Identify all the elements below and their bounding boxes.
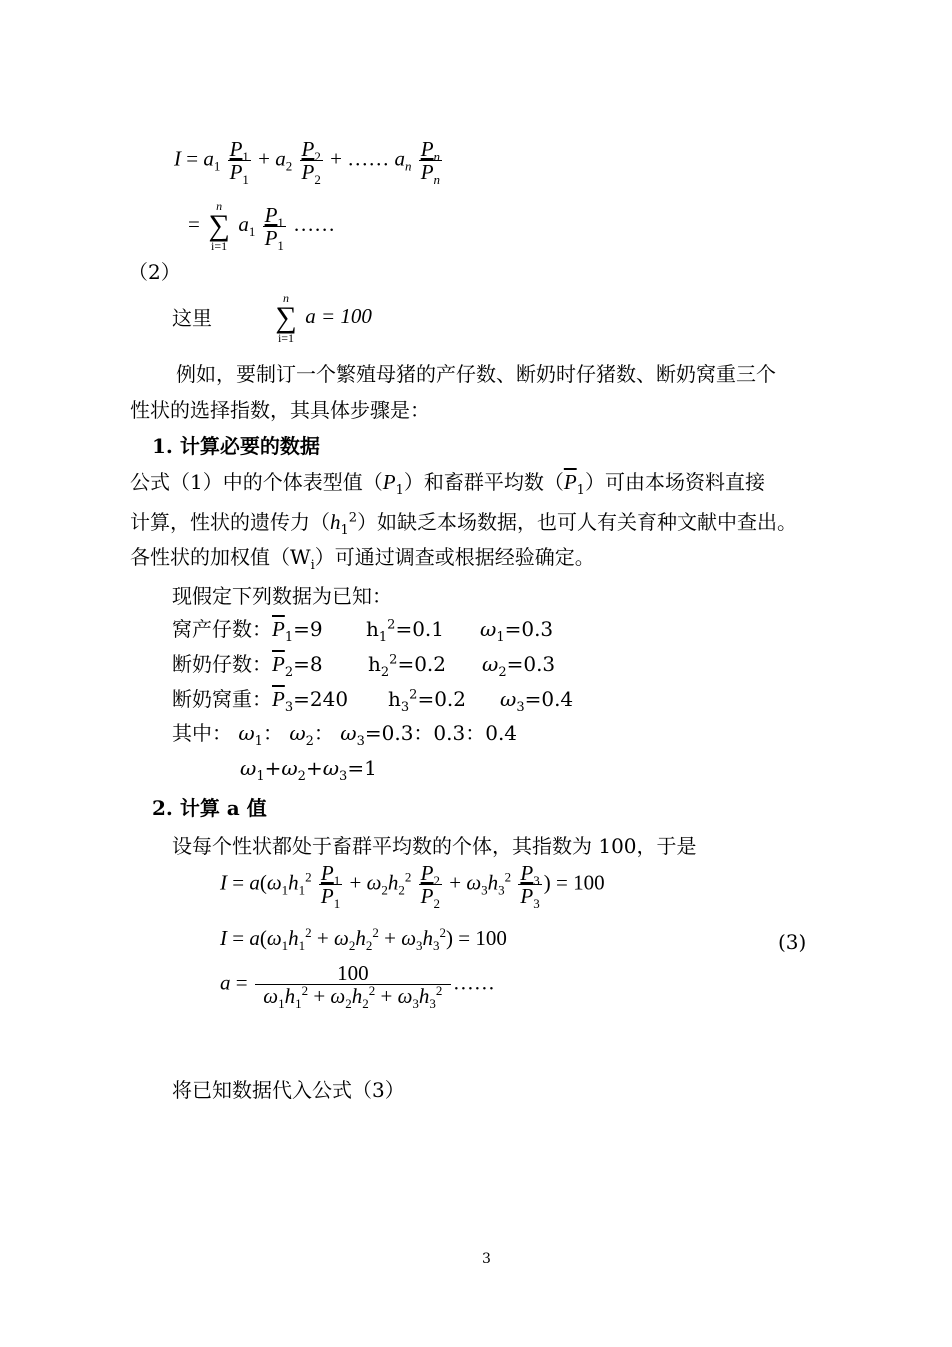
equation-index-line2: = n ∑ i=1 $a_1$ $\frac{P_1}{\overline{P}_1}$ …… [188, 199, 336, 253]
here-label: 这里 [172, 306, 212, 330]
data-row-1: 窝产仔数：$\overline{P}_1=9$ [172, 617, 323, 645]
page-number: 3 [482, 1251, 491, 1267]
data-row-2-h: $h_2^2=0.2$ [368, 652, 447, 680]
data-row-1-h: $h_1^2=0.1$ [366, 617, 445, 645]
equation-3-line1: $I = a(\omega_1h_1^2$ $\frac{P_1}{\overline{P}_1}$ + $\omega_2h_2^2$ $\frac{P_2}{\overline{P}_2}$ + $\omega_3h_3^2$ $\frac{P_3}{\overline{P}_3}$ ) = 100 [220, 861, 605, 912]
data-row-3-h: $h_3^2=0.2$ [388, 687, 467, 715]
summation-symbol: n ∑ i=1 [208, 199, 230, 253]
data-row-1-w: $\omega_1=0.3$ [480, 617, 554, 645]
equation-index-line1: $I = a_1$ $\frac{P_1}{\overline{P}_1}$ + $a_2$ $\frac{P_2}{\overline{P}_2}$ + …… $a_n$ $\frac{P_n}{\overline{P}_n}$ [174, 137, 441, 188]
paragraph-1-line-2: 性状的选择指数，其具体步骤是： [130, 398, 430, 422]
equation-3-line3: a = $\frac{100}{\omega_1h_1^2 + \omega_2h_2^2 + \omega_3h_3^2}$ …… [220, 961, 495, 1012]
equation-label-3: (3) [778, 930, 807, 954]
paragraph-1-line-1: 例如，要制订一个繁殖母猪的产仔数、断奶时仔猪数、断奶窝重三个 [176, 362, 776, 386]
data-row-2-w: $\omega_2=0.3$ [482, 652, 556, 680]
here-equation: n ∑ i=1 a = 100 [275, 291, 372, 345]
equation-3-line2: $I = a(\omega_1h_1^2 + \omega_2h_2^2 + \omega_3h_3^2) = 100$ [220, 925, 507, 954]
weight-sum-line: $\omega_1+\omega_2+\omega_3=1$ [240, 756, 377, 784]
equation-label-2: （2） [128, 260, 181, 284]
paragraph-2-line-1: 公式（1）中的个体表型值$(P_1)$和畜群平均数$(\overline{P}_1)$可由本场资料直接 [130, 470, 765, 498]
paragraph-2-line-2: 计算，性状的遗传力$(h_1^2)$如缺乏本场数据，也可人有关育种文献中查出。 [130, 510, 798, 538]
data-row-2: 断奶仔数：$\overline{P}_2=8$ [172, 652, 323, 680]
paragraph-2-line-3: 各性状的加权值$(W_i)$可通过调查或根据经验确定。 [130, 545, 595, 573]
assumption-line: 现假定下列数据为已知： [172, 584, 392, 608]
ratio-line: 其中： $\omega_1$： $\omega_2$： $\omega_3=0.3$：0.3：0.4 [172, 721, 518, 749]
paragraph-4: 将已知数据代入公式（3） [172, 1078, 405, 1102]
data-row-3-w: $\omega_3=0.4$ [500, 687, 574, 715]
data-row-3: 断奶窝重：$\overline{P}_3=240$ [172, 687, 349, 715]
heading-1: 1. 计算必要的数据 [152, 434, 320, 458]
heading-2: 2. 计算 a 值 [152, 796, 267, 820]
paragraph-3: 设每个性状都处于畜群平均数的个体，其指数为 100，于是 [172, 834, 697, 858]
